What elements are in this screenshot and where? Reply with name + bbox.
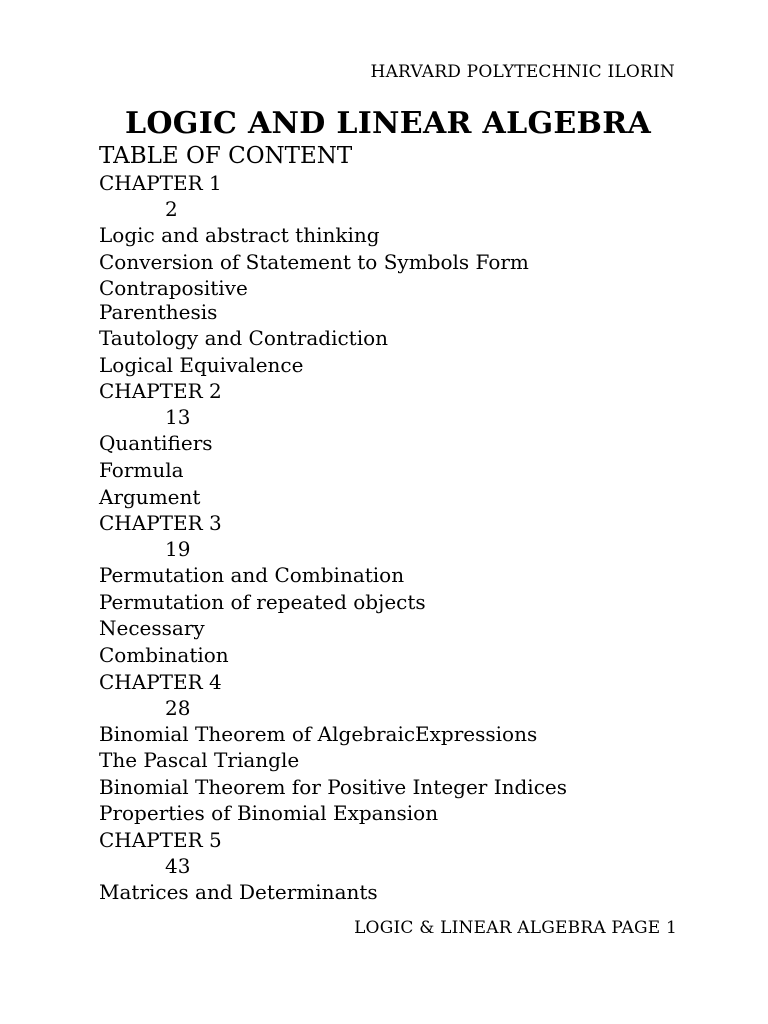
- toc-topic: Binomial Theorem of AlgebraicExpressions: [99, 721, 538, 746]
- chapter-heading: CHAPTER 3: [99, 511, 222, 536]
- toc-topic: Combination: [99, 643, 229, 668]
- toc-topic: Binomial Theorem for Positive Integer Indices: [99, 774, 567, 799]
- toc-heading: TABLE OF CONTENT: [99, 143, 353, 169]
- chapter-page-number: 43: [165, 854, 191, 878]
- toc-topic: Matrices and Determinants: [99, 880, 378, 904]
- toc-topic: Logic and abstract thinking: [99, 223, 380, 247]
- toc-topic: Permutation of repeated objects: [99, 589, 426, 614]
- toc-topic: Formula: [99, 458, 184, 483]
- chapter-heading: CHAPTER 1: [99, 171, 222, 195]
- toc-topic: Quantifiers: [99, 431, 213, 456]
- toc-topic: Permutation and Combination: [99, 563, 405, 588]
- toc-topic: Parenthesis: [99, 299, 218, 324]
- toc-topic: Properties of Binomial Expansion: [99, 801, 439, 826]
- toc-topic: Necessary: [99, 616, 205, 641]
- toc-topic: The Pascal Triangle: [99, 748, 300, 773]
- document-title: LOGIC AND LINEAR ALGEBRA: [124, 106, 652, 141]
- chapter-page-number: 13: [165, 405, 191, 430]
- toc-topic: Argument: [99, 484, 201, 509]
- toc-topic: Logical Equivalence: [99, 352, 304, 377]
- table-of-contents: [99, 170, 699, 906]
- page-header: HARVARD POLYTECHNIC ILORIN: [370, 62, 675, 82]
- chapter-page-number: 28: [165, 695, 191, 720]
- chapter-heading: CHAPTER 5: [99, 828, 222, 852]
- chapter-page-number: 2: [165, 197, 178, 221]
- toc-topic: Contrapositive: [99, 276, 248, 301]
- chapter-heading: CHAPTER 2: [99, 379, 222, 404]
- chapter-page-number: 19: [165, 537, 191, 562]
- toc-topic: Conversion of Statement to Symbols Form: [99, 249, 529, 274]
- chapter-heading: CHAPTER 4: [99, 669, 222, 694]
- toc-topic: Tautology and Contradiction: [99, 326, 389, 351]
- page-footer: LOGIC & LINEAR ALGEBRA PAGE 1: [354, 918, 677, 938]
